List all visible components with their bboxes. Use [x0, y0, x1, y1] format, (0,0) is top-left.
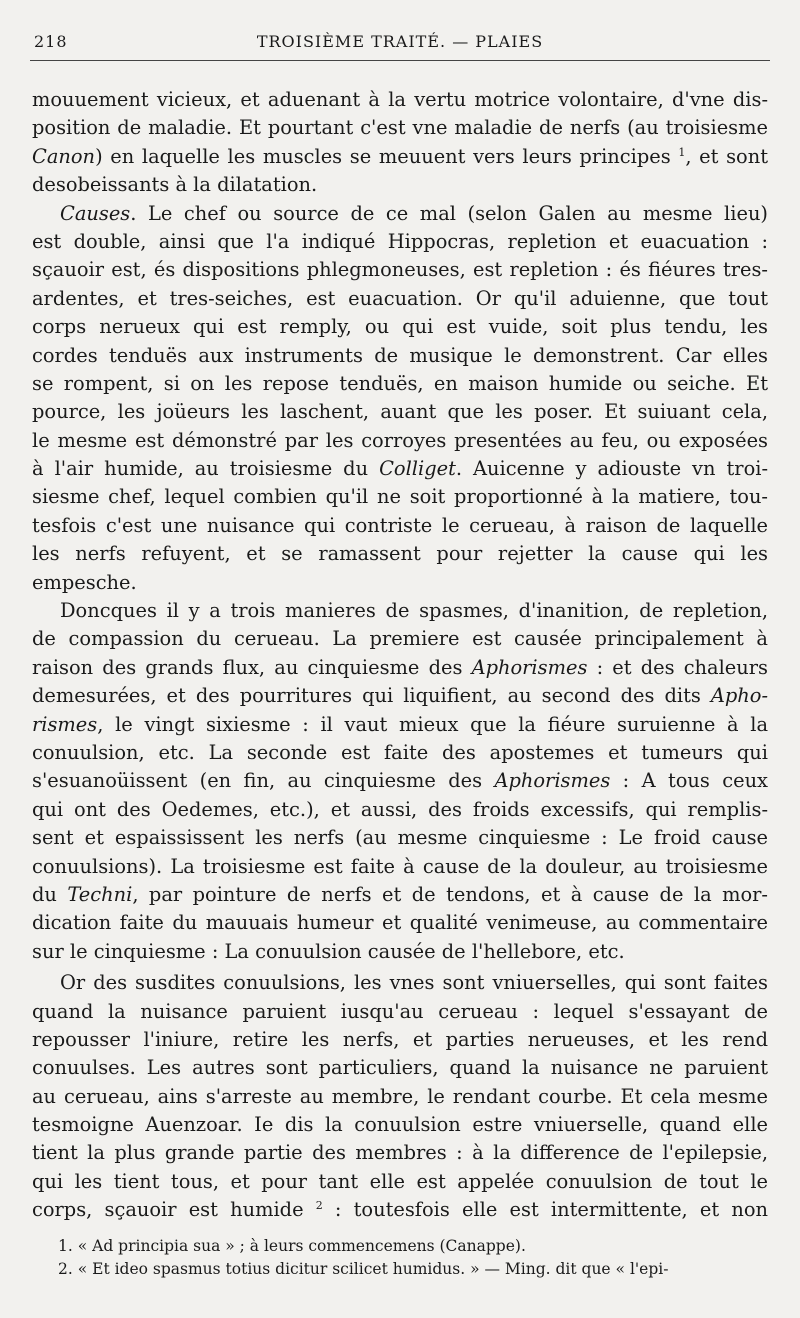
footnotes	[58, 1235, 774, 1281]
text-span: s'esuanoüissent (en fin, au cinquiesme des	[32, 769, 495, 793]
text-line: siesme chef, lequel combien qu'il ne soit proportionné à la matiere, tou-	[32, 485, 768, 509]
text-line: pource, les joüeurs les laschent, auant que les poser. Et suiuant cela,	[32, 400, 768, 424]
text-line: est double, ainsi que l'a indiqué Hippocras, repletion et euacuation :	[32, 229, 768, 253]
footnote: 2. « Et ideo spasmus totius dicitur scilicet humidus. » — Ming. dit que « l'epi-	[58, 1260, 669, 1278]
text-line: sur le cinquiesme : La conuulsion causée de l'hellebore, etc.	[32, 939, 625, 963]
text-line: qui les tient tous, et pour tant elle est appelée conuulsion de tout le	[32, 1169, 768, 1193]
text-span: du	[32, 882, 68, 906]
text-line: repousser l'iniure, retire les nerfs, et parties nerueuses, et les rend	[32, 1027, 768, 1051]
footnote-ref: 2	[315, 1199, 323, 1213]
text-line: mouuement vicieux, et aduenant à la vertu motrice volontaire, d'vne dis-	[32, 88, 768, 111]
text-line	[32, 881, 768, 909]
section-label: Causes	[60, 201, 131, 225]
text-line: cordes tenduës aux instruments de musique le demonstrent. Car elles	[32, 343, 768, 367]
italic-title: Canon	[32, 144, 96, 168]
text-line: position de maladie. Et pourtant c'est vne maladie de nerfs (au troisiesme	[32, 116, 768, 140]
text-line: qui ont des Oedemes, etc.), et aussi, des froids excessifs, qui remplis-	[32, 797, 768, 821]
text-line	[32, 682, 768, 710]
text-span: : A tous ceux	[610, 769, 768, 793]
italic-title: rismes	[32, 712, 98, 736]
text-line: quand la nuisance paruient iusqu'au cerueau : lequel s'essayant de	[32, 999, 768, 1023]
text-line: ardentes, et tres-seiches, est euacuation. Or qu'il aduienne, que tout	[32, 286, 768, 310]
text-span: à l'air humide, au troisiesme du	[32, 457, 380, 481]
footnote-ref: 1	[678, 145, 686, 159]
text-line: Or des susdites conuulsions, les vnes sont vniuerselles, qui sont faites	[60, 971, 768, 995]
text-span: ) en laquelle les muscles se meuuent vers leurs principes	[95, 144, 679, 168]
text-line	[32, 200, 768, 228]
text-line: dication faite du mauuais humeur et qualité venimeuse, au commentaire	[32, 911, 768, 935]
italic-title: Aphorismes	[471, 655, 588, 679]
text-span: : toutesfois elle est intermittente, et non	[322, 1198, 768, 1222]
text-line	[32, 654, 768, 682]
text-span: : et des chaleurs	[587, 655, 768, 679]
text-span: raison des grands flux, au cinquiesme des	[32, 655, 472, 679]
italic-title: Colliget	[379, 457, 456, 481]
text-line: tesfois c'est une nuisance qui contriste le cerueau, à raison de laquelle	[32, 513, 768, 537]
text-line: sçauoir est, és dispositions phlegmoneuses, est repletion : és fiéures tres-	[32, 258, 768, 282]
page-number: 218	[34, 32, 68, 51]
text-span: , par pointure de nerfs et de tendons, et à cause de la mor-	[132, 882, 768, 906]
text-line: tesmoigne Auenzoar. Ie dis la conuulsion estre vniuerselle, quand elle	[32, 1113, 768, 1137]
text-line: de compassion du cerueau. La premiere est causée principalement à	[32, 627, 768, 651]
text-span: , et sont	[685, 144, 768, 168]
text-span: , le vingt sixiesme : il vaut mieux que la fiéure suruienne à la	[97, 712, 768, 736]
text-line: les nerfs refuyent, et se ramassent pour rejetter la cause qui les	[32, 542, 768, 566]
text-line	[32, 143, 768, 171]
italic-title: Apho-	[710, 684, 768, 708]
text-line: Doncques il y a trois manieres de spasmes, d'inanition, de repletion,	[60, 599, 768, 623]
footnote: 1. « Ad principia sua » ; à leurs commencemens (Canappe).	[58, 1237, 526, 1255]
text-line: se rompent, si on les repose tenduës, en maison humide ou seiche. Et	[32, 371, 768, 395]
text-line	[32, 455, 768, 483]
italic-title: Techni	[67, 882, 133, 906]
text-line: conuulsion, etc. La seconde est faite des apostemes et tumeurs qui	[32, 740, 768, 764]
text-line: conuulses. Les autres sont particuliers, quand la nuisance ne paruient	[32, 1056, 768, 1080]
text-line: corps nerueux qui est remply, ou qui est vuide, soit plus tendu, les	[32, 315, 768, 339]
text-line	[32, 767, 768, 795]
text-line: au cerueau, ains s'arreste au membre, le rendant courbe. Et cela mesme	[32, 1084, 768, 1108]
text-span: demesurées, et des pourritures qui liquifient, au second des dits	[32, 684, 711, 708]
italic-title: Aphorismes	[494, 769, 611, 793]
text-line: sent et espaississent les nerfs (au mesme cinquiesme : Le froid cause	[32, 826, 768, 850]
text-line: desobeissants à la dilatation.	[32, 173, 318, 197]
text-line	[32, 1196, 768, 1224]
body-text	[32, 86, 768, 1225]
text-span: corps, sçauoir est humide	[32, 1198, 316, 1222]
running-title: TROISIÈME TRAITÉ. — PLAIES	[256, 32, 544, 51]
text-line	[32, 711, 768, 739]
text-line: conuulsions). La troisiesme est faite à cause de la douleur, au troisiesme	[32, 854, 768, 878]
text-span: . Le chef ou source de ce mal (selon Galen au mesme lieu)	[130, 201, 768, 225]
text-line: tient la plus grande partie des membres : à la difference de l'epilepsie,	[32, 1141, 768, 1165]
running-header	[30, 30, 770, 61]
text-line: le mesme est démonstré par les corroyes presentées au feu, ou exposées	[32, 428, 768, 452]
text-line: empesche.	[32, 570, 137, 594]
text-span: . Auicenne y adiouste vn troi-	[455, 457, 768, 481]
